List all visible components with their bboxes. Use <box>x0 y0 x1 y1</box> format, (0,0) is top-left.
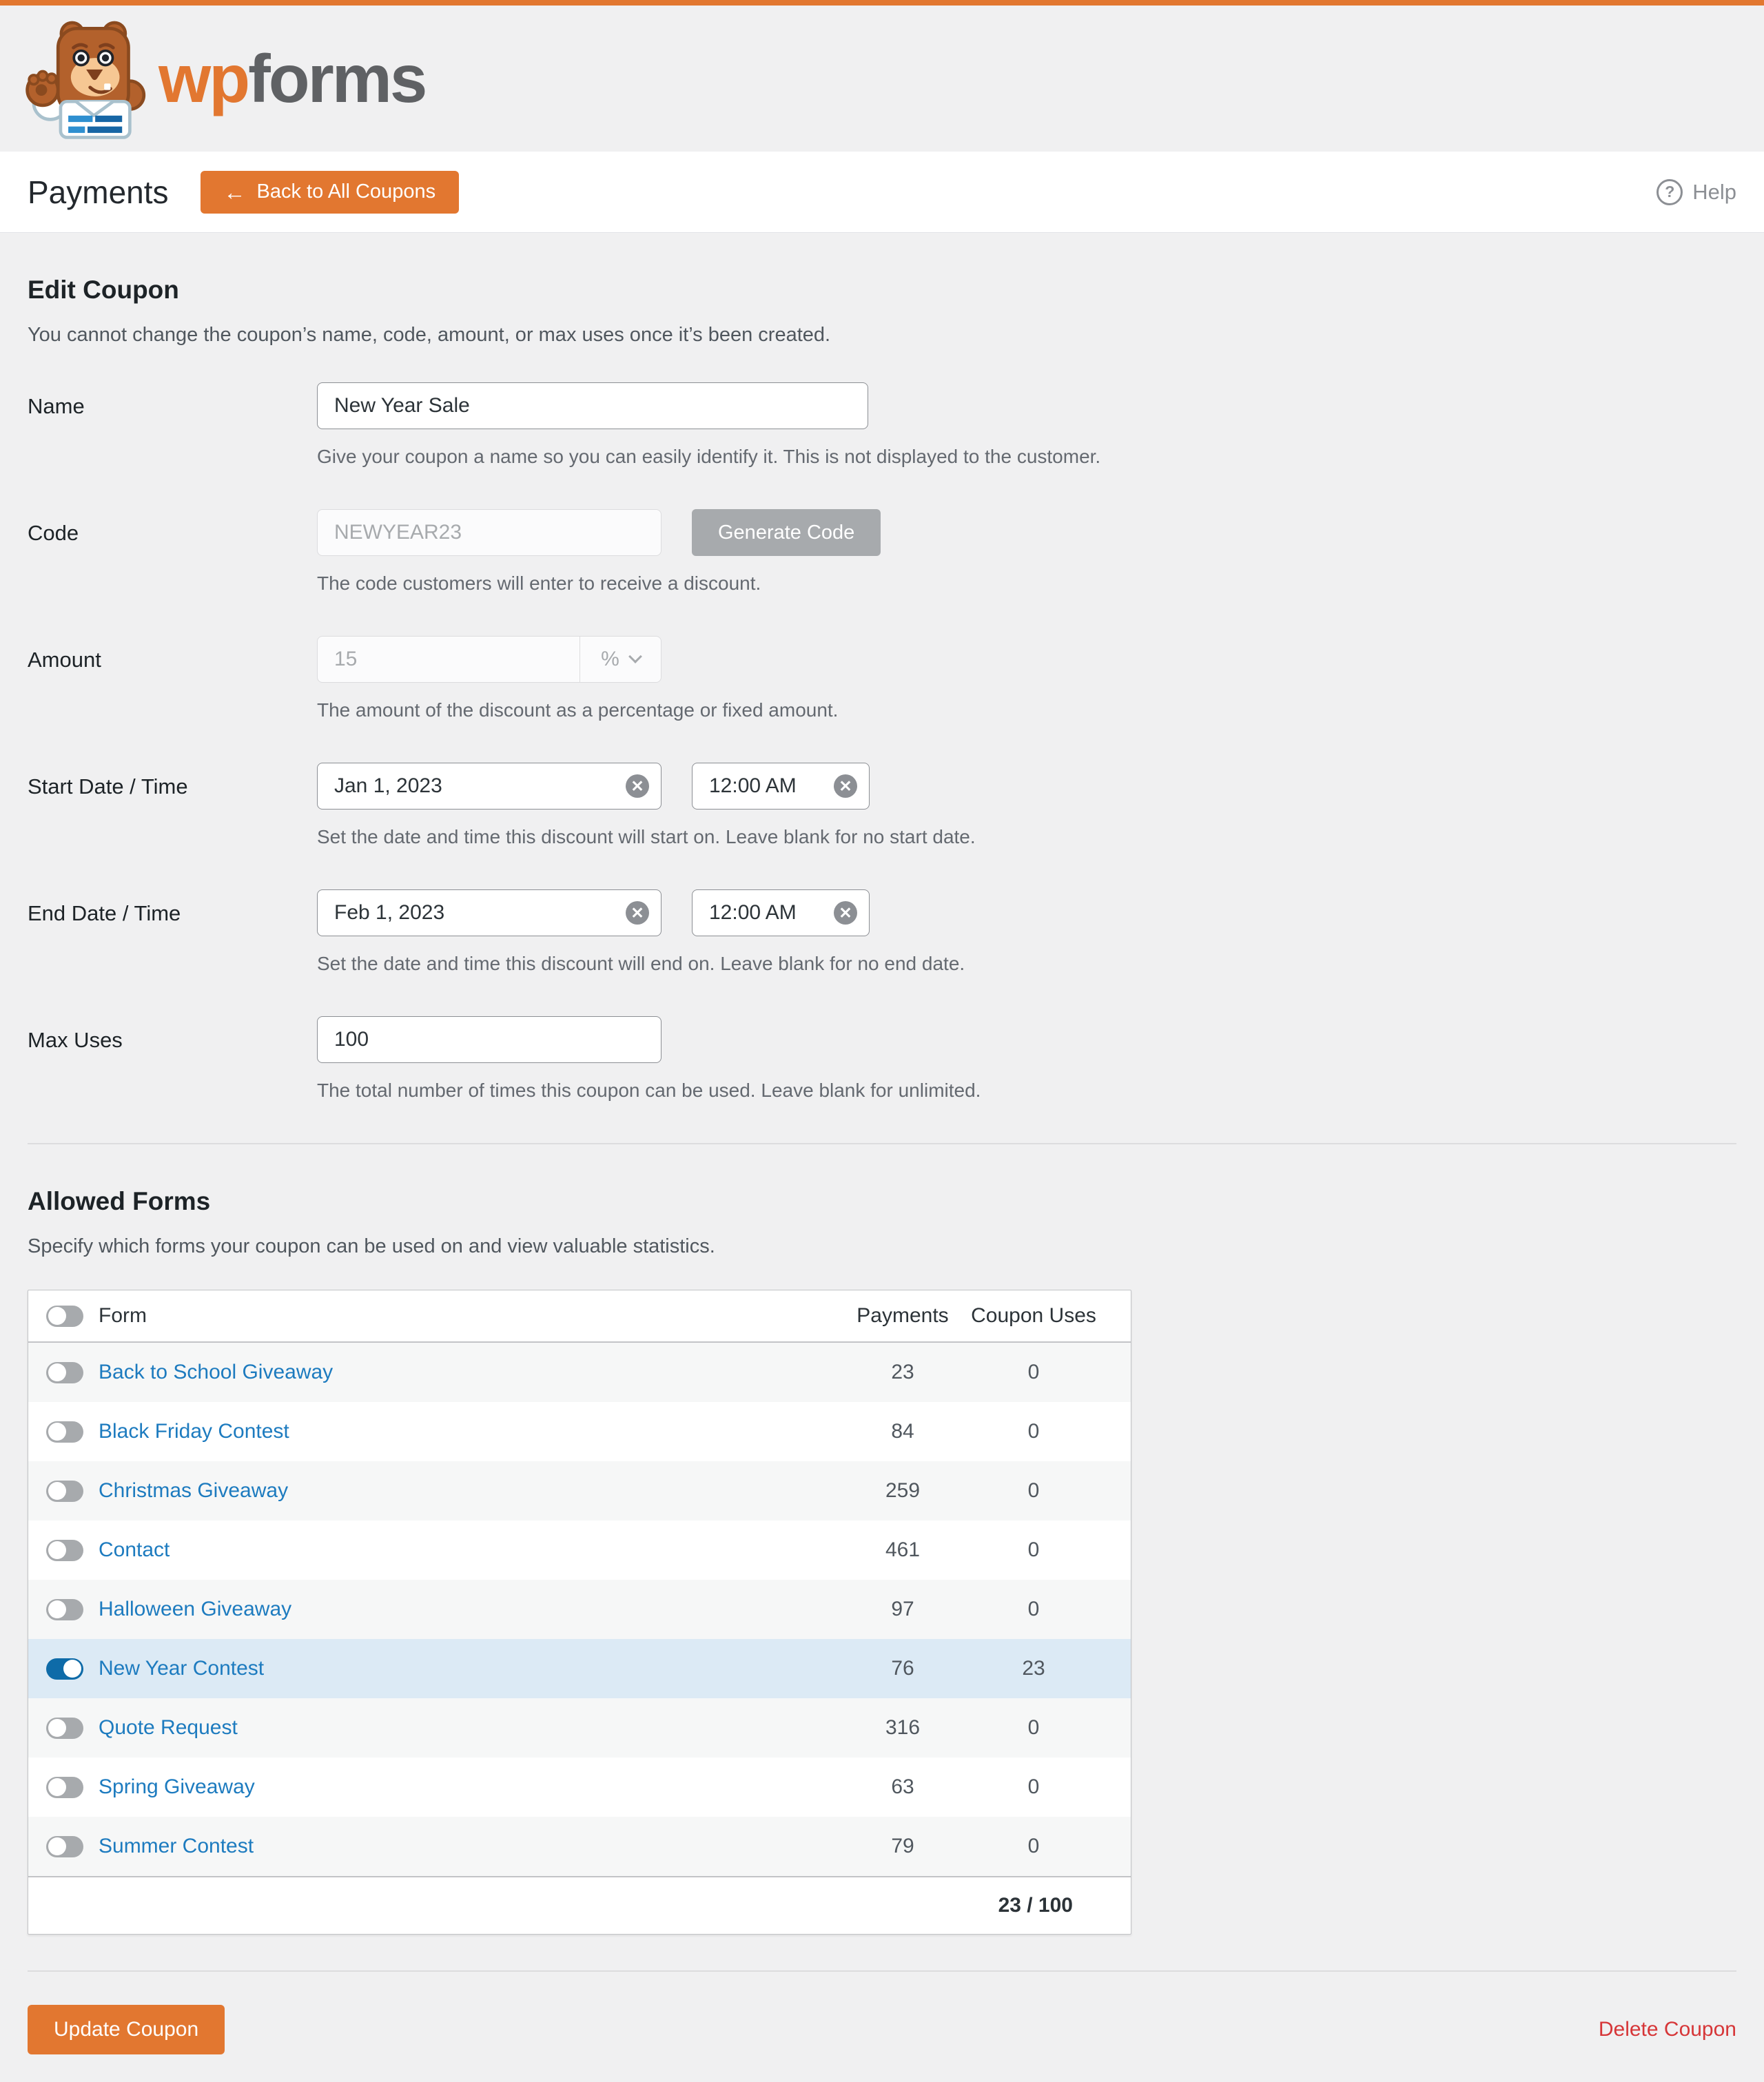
allowed-forms-heading: Allowed Forms <box>28 1187 211 1215</box>
clear-end-time-icon[interactable]: ✕ <box>834 901 857 925</box>
start-datetime-field-row <box>28 763 1736 848</box>
end-datetime-helper-text: Set the date and time this discount will end on. Leave blank for no end date. <box>317 953 965 974</box>
payments-value: 63 <box>891 1775 914 1798</box>
table-row <box>28 1580 1131 1639</box>
form-toggle[interactable] <box>46 1658 83 1680</box>
allowed-forms-description: Specify which forms your coupon can be used on and view valuable statistics. <box>28 1235 715 1257</box>
table-row <box>28 1639 1131 1698</box>
table-row <box>28 1461 1131 1521</box>
payments-value: 23 <box>891 1361 914 1383</box>
payments-value: 97 <box>891 1598 914 1620</box>
back-arrow-icon: ← <box>223 179 246 205</box>
edit-coupon-description: You cannot change the coupon’s name, code, amount, or max uses once it’s been created. <box>28 324 831 346</box>
form-link[interactable]: Christmas Giveaway <box>99 1479 289 1502</box>
coupon-uses-value: 0 <box>1027 1775 1040 1798</box>
form-toggle[interactable] <box>46 1777 83 1798</box>
form-link[interactable]: Contact <box>99 1538 170 1561</box>
coupon-uses-value: 0 <box>1027 1420 1040 1443</box>
payments-value: 461 <box>885 1538 921 1561</box>
coupon-uses-column-header: Coupon Uses <box>971 1304 1096 1327</box>
max-uses-input[interactable] <box>317 1016 662 1063</box>
max-uses-helper-text: The total number of times this coupon can be used. Leave blank for unlimited. <box>317 1080 981 1101</box>
coupon-uses-value: 0 <box>1027 1538 1040 1561</box>
code-input <box>317 509 662 556</box>
form-toggle[interactable] <box>46 1718 83 1739</box>
clear-start-time-icon[interactable]: ✕ <box>834 774 857 798</box>
form-link[interactable]: Quote Request <box>99 1716 238 1739</box>
coupon-uses-value: 23 <box>1022 1657 1045 1680</box>
help-question-icon: ? <box>1657 179 1683 205</box>
form-toggle[interactable] <box>46 1599 83 1620</box>
form-link[interactable]: Black Friday Contest <box>99 1420 289 1443</box>
form-link[interactable]: Spring Giveaway <box>99 1775 255 1798</box>
form-toggle[interactable] <box>46 1362 83 1383</box>
payments-value: 79 <box>891 1835 914 1857</box>
allowed-forms-table <box>28 1290 1131 1935</box>
form-toggle[interactable] <box>46 1540 83 1561</box>
amount-unit-select <box>580 637 661 682</box>
amount-unit-value: % <box>601 648 619 670</box>
form-link[interactable]: Back to School Giveaway <box>99 1361 334 1383</box>
toggle-all-forms[interactable] <box>46 1306 83 1327</box>
payments-value: 76 <box>891 1657 914 1680</box>
page-footer <box>28 2005 1736 2054</box>
amount-helper-text: The amount of the discount as a percentage or fixed amount. <box>317 699 839 721</box>
payments-value: 84 <box>891 1420 914 1443</box>
payments-value: 259 <box>885 1479 921 1502</box>
name-input[interactable] <box>317 382 868 429</box>
start-datetime-label: Start Date / Time <box>28 774 188 798</box>
form-toggle[interactable] <box>46 1421 83 1443</box>
update-coupon-button[interactable]: Update Coupon <box>28 2005 225 2054</box>
help-label: Help <box>1692 179 1736 204</box>
coupon-uses-value: 0 <box>1027 1598 1040 1620</box>
start-date-input[interactable] <box>317 763 662 810</box>
form-link[interactable]: Summer Contest <box>99 1835 254 1857</box>
help-link[interactable] <box>1657 179 1736 205</box>
form-link[interactable]: Halloween Giveaway <box>99 1598 292 1620</box>
wpforms-wordmark: wpforms <box>158 41 426 116</box>
coupon-uses-total: 23 / 100 <box>998 1894 1073 1917</box>
form-link[interactable]: New Year Contest <box>99 1657 265 1680</box>
section-divider <box>28 1143 1736 1144</box>
form-toggle[interactable] <box>46 1481 83 1502</box>
end-date-input[interactable] <box>317 889 662 936</box>
coupon-uses-value: 0 <box>1027 1716 1040 1739</box>
top-accent-bar <box>0 0 1764 6</box>
back-button-label: Back to All Coupons <box>256 181 436 203</box>
coupon-uses-value: 0 <box>1027 1835 1040 1857</box>
end-datetime-field-row <box>28 889 1736 975</box>
wpforms-bear-logo-icon <box>23 13 152 145</box>
name-helper-text: Give your coupon a name so you can easily identify it. This is not displayed to the customer. <box>317 446 1101 467</box>
footer-divider <box>28 1970 1736 1972</box>
start-datetime-helper-text: Set the date and time this discount will start on. Leave blank for no start date. <box>317 826 976 847</box>
clear-start-date-icon[interactable]: ✕ <box>626 774 649 798</box>
back-to-all-coupons-button[interactable] <box>201 171 460 214</box>
table-row <box>28 1758 1131 1817</box>
amount-group <box>317 636 662 683</box>
max-uses-field-row <box>28 1016 1736 1102</box>
amount-input <box>318 637 580 682</box>
page-title-bar <box>0 152 1764 233</box>
table-row <box>28 1343 1131 1402</box>
payments-value: 316 <box>885 1716 921 1739</box>
clear-end-date-icon[interactable]: ✕ <box>626 901 649 925</box>
payments-column-header: Payments <box>857 1304 949 1327</box>
max-uses-label: Max Uses <box>28 1028 123 1052</box>
form-toggle[interactable] <box>46 1836 83 1857</box>
table-row <box>28 1698 1131 1758</box>
end-datetime-label: End Date / Time <box>28 901 181 925</box>
amount-field-row <box>28 636 1736 721</box>
table-row <box>28 1817 1131 1876</box>
coupon-uses-value: 0 <box>1027 1361 1040 1383</box>
page-title: Payments <box>28 174 169 210</box>
name-field-row <box>28 382 1736 468</box>
edit-coupon-heading: Edit Coupon <box>28 276 179 304</box>
table-row <box>28 1402 1131 1461</box>
amount-label: Amount <box>28 648 101 672</box>
table-header-row <box>28 1290 1131 1343</box>
form-column-header: Form <box>99 1304 147 1327</box>
code-field-row <box>28 509 1736 595</box>
generate-code-button: Generate Code <box>692 509 881 556</box>
brand-header <box>0 6 1764 152</box>
table-body <box>28 1343 1131 1876</box>
table-row <box>28 1521 1131 1580</box>
table-footer-row <box>28 1876 1131 1934</box>
code-helper-text: The code customers will enter to receive a discount. <box>317 573 761 594</box>
chevron-down-icon <box>628 650 642 663</box>
delete-coupon-link[interactable]: Delete Coupon <box>1598 2018 1736 2041</box>
name-label: Name <box>28 394 85 418</box>
code-label: Code <box>28 521 79 545</box>
coupon-uses-value: 0 <box>1027 1479 1040 1502</box>
